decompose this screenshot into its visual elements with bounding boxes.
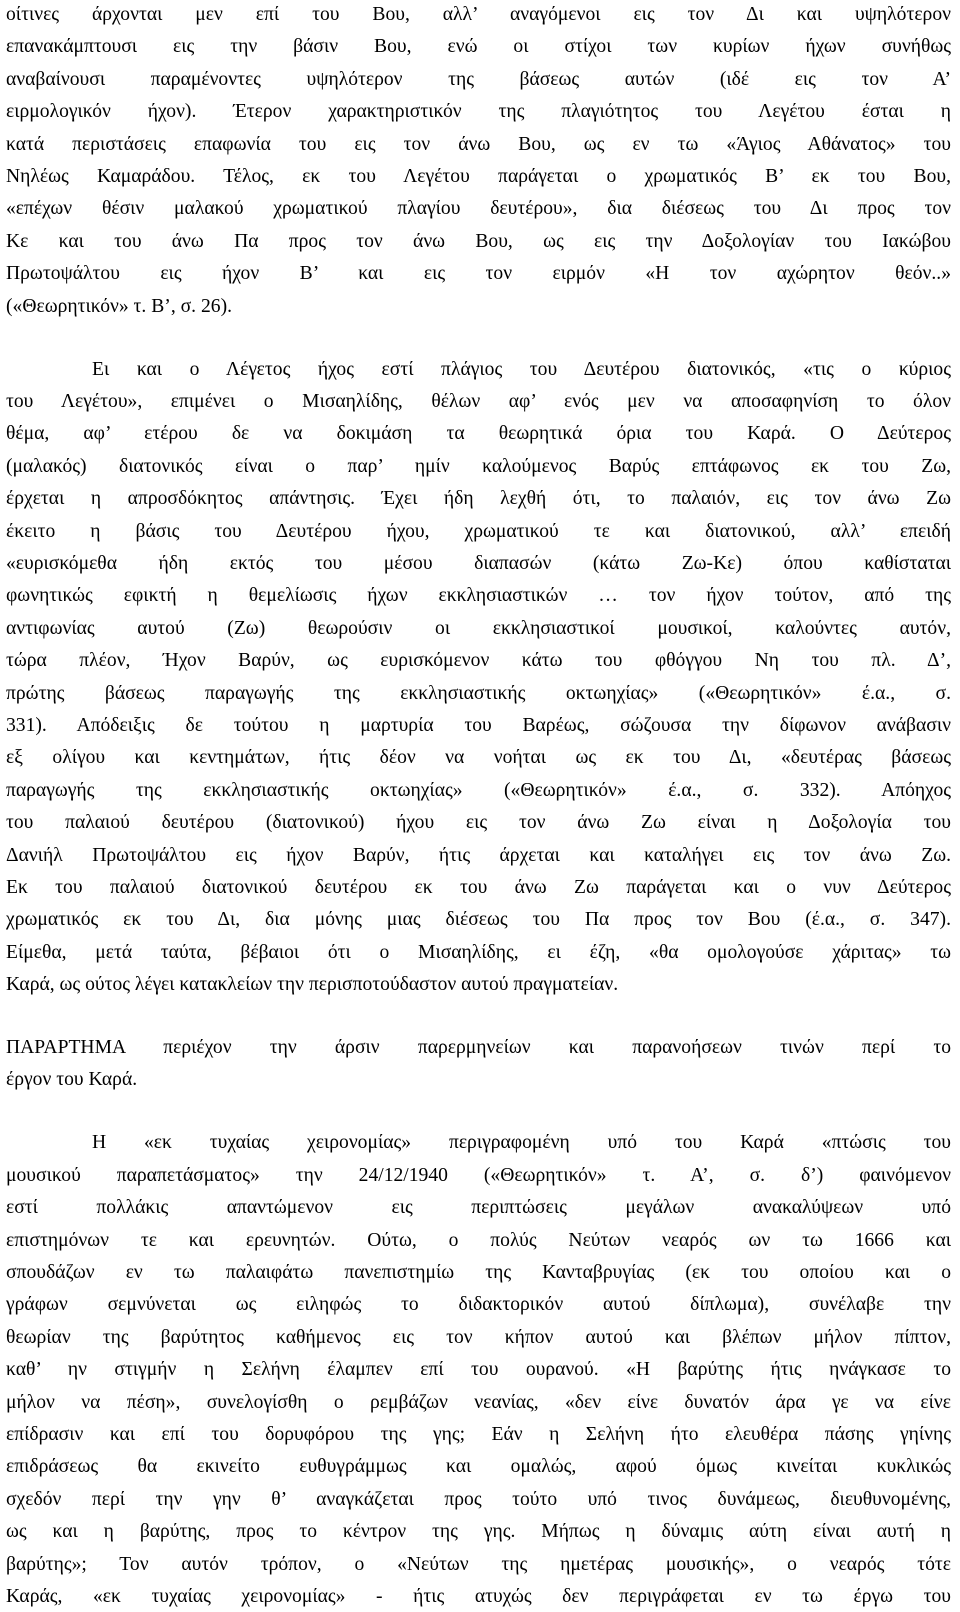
text-line: 331). Απόδειξις δε τούτου η μαρτυρία του Βαρέως, σώζουσα την δίφωνον ανάβασιν — [6, 714, 951, 736]
text-line: σπουδάζων εν τω παλαιφάτω πανεπιστημίω της Κανταβρυγίας (εκ του οποίου και ο — [6, 1261, 951, 1283]
text-line: («Θεωρητικόν» τ. Β’, σ. 26). — [6, 295, 232, 317]
text-line: γράφων σεμνύνεται ως ειληφώς το διδακτορικόν αυτού δίπλωμα), συνέλαβε την — [6, 1294, 951, 1316]
text-line: έρχεται η απροσδόκητος απάντησις. Έχει ήδη λεχθή ότι, το παλαιόν, εις τον άνω Ζω — [6, 488, 951, 510]
text-line: Είμεθα, μετά ταύτα, βέβαιοι ότι ο Μισαηλίδης, ει έζη, «θα ομολογούσε χάριτας» τω — [6, 941, 951, 963]
text-line: (μαλακός) διατονικός είναι ο παρ’ ημίν καλούμενος Βαρύς επτάφωνος εκ του Ζω, — [6, 455, 951, 477]
text-line: του Λεγέτου», επιμένει ο Μισαηλίδης, θέλων αφ’ ενός μεν να αποσαφηνίση το όλον — [6, 390, 951, 412]
text-line: αναβαίνουσι παραμένοντες υψηλότερον της βάσεως αυτών (ιδέ εις τον Α’ — [6, 68, 951, 90]
text-line: Νηλέως Καμαράδου. Τέλος, εκ του Λεγέτου παράγεται ο χρωματικός Β’ εκ του Βου, — [6, 166, 951, 187]
text-line: Κε και του άνω Πα προς τον άνω Βου, ως εις την Δοξολογίαν του Ιακώβου — [6, 230, 951, 252]
text-line: του παλαιού δευτέρου (διατονικού) ήχου εις τον άνω Ζω είναι η Δοξολογία του — [6, 812, 951, 834]
text-line: αντιφωνίας αυτού (Ζω) θεωρούσιν οι εκκλησιαστικοί μουσικοί, καλούντες αυτόν, — [6, 617, 951, 639]
text-line: φωνητικώς εφικτή η θεμελίωσις ήχων εκκλησιαστικών … τον ήχον τούτον, από της — [6, 585, 951, 607]
text-line: «ευρισκόμεθα ήδη εκτός του μέσου διαπασών (κάτω Ζω-Κε) όπου καθίσταται — [6, 552, 951, 574]
text-line: οίτινες άρχονται μεν επί του Βου, αλλ’ αναγόμενοι εις τον Δι και υψηλότερον — [6, 4, 951, 25]
text-line: παραγωγής της εκκλησιαστικής οκτωηχίας» («Θεωρητικόν» έ.α., σ. 332). Απόηχος — [6, 779, 951, 801]
text-line: επιδράσεως θα εκινείτο ευθυγράμμως και ομαλώς, αφού όμως κινείται κυκλικώς — [6, 1456, 951, 1478]
text-line: Πρωτοψάλτου εις ήχον Β’ και εις τον ειρμόν «Η τον αχώρητον θεόν..» — [6, 263, 951, 285]
text-line: Δανιήλ Πρωτοψάλτου εις ήχον Βαρύν, ήτις άρχεται και καταλήγει εις τον άνω Ζω. — [6, 844, 951, 866]
text-line: χρωματικός εκ του Δι, δια μόνης μιας διέσεως του Πα προς τον Βου (έ.α., σ. 347). — [6, 909, 951, 931]
text-line: πρώτης βάσεως παραγωγής της εκκλησιαστικής οκτωηχίας» («Θεωρητικόν» έ.α., σ. — [6, 682, 951, 704]
text-line: Εκ του παλαιού διατονικού δευτέρου εκ του άνω Ζω παράγεται και ο νυν Δεύτερος — [6, 876, 951, 898]
text-line: θέμα, αφ’ ετέρου δε να δοκιμάση τα θεωρητικά όρια του Καρά. Ο Δεύτερος — [6, 423, 951, 445]
text-line: μουσικού παραπετάσματος» την 24/12/1940 («Θεωρητικόν» τ. Α’, σ. δ’) φαινόμενον — [6, 1164, 951, 1186]
text-line: σχεδόν περί την γην θ’ αναγκάζεται προς τούτο υπό τινος δυνάμεως, διευθυνομένης, — [6, 1488, 951, 1510]
text-line: κατά περιστάσεις επαφωνία του εις τον άνω Βου, ως εν τω «Άγιος Αθάνατος» του — [6, 133, 951, 155]
text-line: ειρμολογικόν ήχον). Έτερον χαρακτηριστικόν της πλαγιότητος του Λεγέτου έσται η — [6, 101, 951, 123]
text-line: μήλον να πέση», συνελογίσθη ο ρεμβάζων νεανίας, «δεν είνε δυνατόν άρα γε να είνε — [6, 1391, 951, 1413]
text-line: θεωρίαν της βαρύτητος καθήμενος εις τον κήπον αυτού και βλέπων μήλον πίπτον, — [6, 1326, 951, 1348]
text-line: έκειτο η βάσις του Δευτέρου ήχου, χρωματικού τε και διατονικού, αλλ’ επειδή — [6, 520, 951, 542]
text-line: επίδρασιν και επί του δορυφόρου της γης; Εάν η Σελήνη ήτο ελευθέρα πάσης γηίνης — [6, 1423, 951, 1445]
text-line: επιστημόνων τε και ερευνητών. Ούτω, ο πολύς Νεύτων νεαρός ων τω 1666 και — [6, 1229, 951, 1251]
text-line: ως και η βαρύτης, προς το κέντρον της γης. Μήπως η δύναμις αύτη είναι αυτή η — [6, 1521, 951, 1543]
text-line: «επέχων θέσιν μαλακού χρωματικού πλαγίου δευτέρου», δια διέσεως του Δι προς τον — [6, 198, 951, 220]
text-line: επανακάμπτουσι εις την βάσιν Βου, ενώ οι στίχοι των κυρίων ήχων συνήθως — [6, 36, 951, 58]
text-line: ΠΑΡΑΡΤΗΜΑ περιέχον την άρσιν παρερμηνείων και παρανοήσεων τινών περί το — [6, 1037, 951, 1058]
text-line: εστί πολλάκις απαντώμενον εις περιπτώσεις μεγάλων ανακαλύψεων υπό — [6, 1197, 951, 1219]
text-line: έργον του Καρά. — [6, 1069, 138, 1091]
text-line: Η «εκ τυχαίας χειρονομίας» περιγραφομένη υπό του Καρά «πτώσις του — [92, 1132, 951, 1154]
text-line: Ει και ο Λέγετος ήχος εστί πλάγιος του Δευτέρου διατονικός, «τις ο κύριος — [92, 358, 951, 380]
text-line: βαρύτης»; Τον αυτόν τρόπον, ο «Νεύτων της ημετέρας μουσικής», ο νεαρός τότε — [6, 1553, 951, 1575]
text-line: εξ ολίγου και κεντημάτων, ήτις δέον να νοήται ως εκ του Δι, «δευτέρας βάσεως — [6, 747, 951, 769]
text-line: τώρα πλέον, Ήχον Βαρύν, ως ευρισκόμενον κάτω του φθόγγου Νη του πλ. Δ’, — [6, 650, 951, 672]
text-line: Καρά, ως ούτος λέγει κατακλείων την περισποτούδαστον αυτού πραγματείαν. — [6, 974, 619, 996]
text-line: Καράς, «εκ τυχαίας χειρονομίας» - ήτις ατυχώς δεν περιγράφεται εν τω έργω του — [6, 1585, 951, 1607]
text-line: καθ’ ην στιγμήν η Σελήνη έλαμπεν επί του ουρανού. «Η βαρύτης ήτις ηνάγκασε το — [6, 1359, 951, 1381]
